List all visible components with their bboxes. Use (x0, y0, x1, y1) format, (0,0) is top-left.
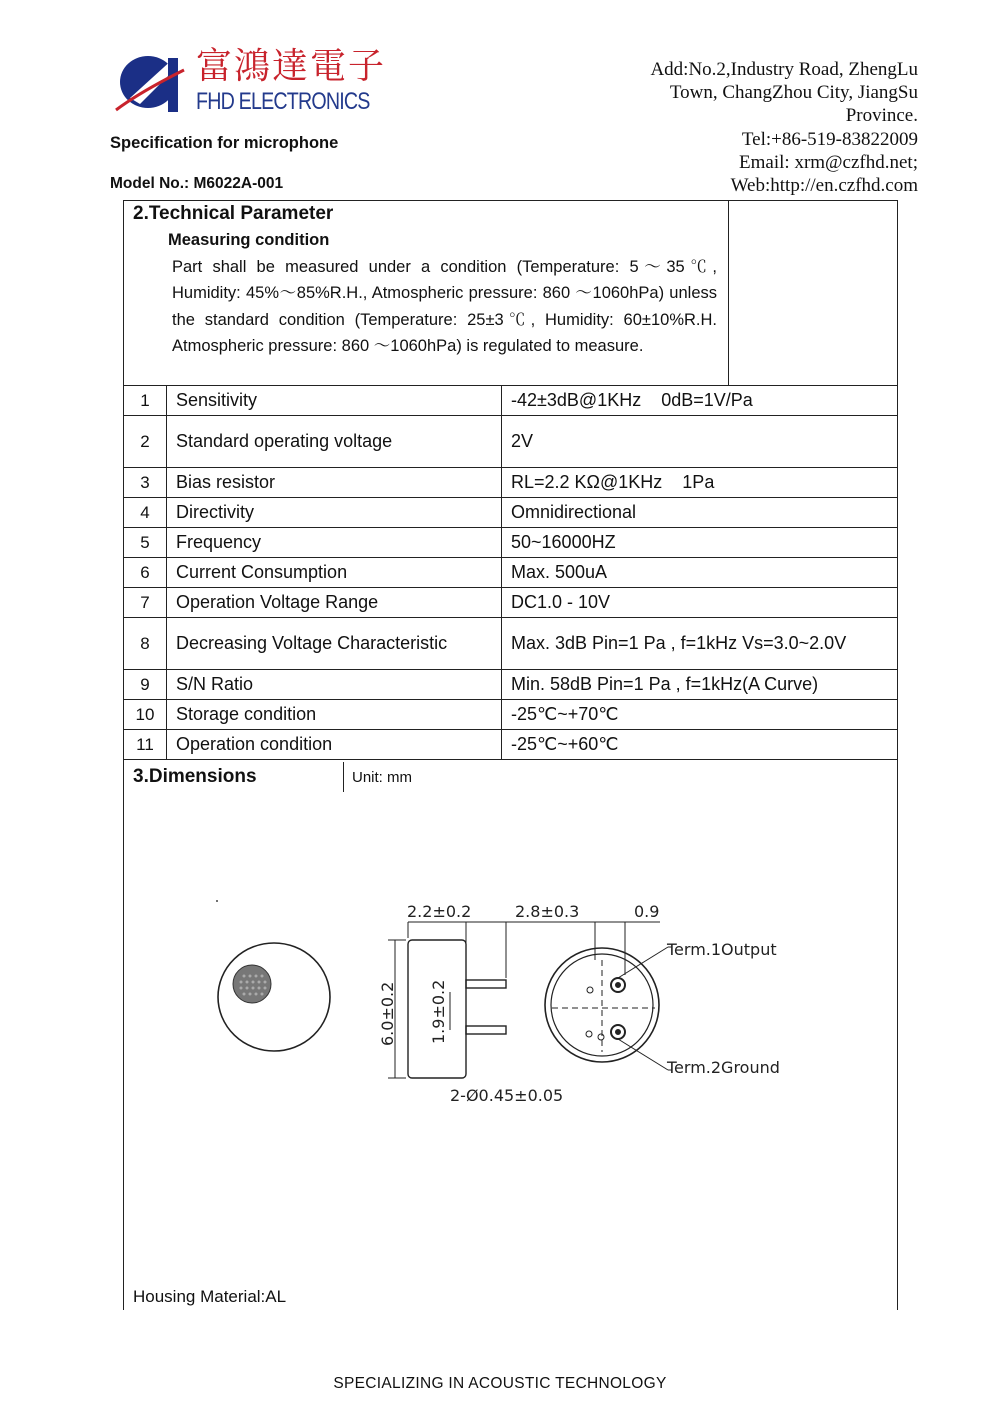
divider (728, 200, 729, 385)
parameter-value: Omnidirectional (502, 498, 898, 528)
front-view (216, 900, 330, 1051)
technical-parameter-heading: 2.Technical Parameter (133, 203, 334, 224)
table-row (124, 730, 898, 760)
row-number: 11 (124, 730, 167, 760)
divider (343, 762, 344, 792)
parameter-value: -25℃~+60℃ (502, 730, 898, 760)
parameter-name: Sensitivity (167, 386, 502, 416)
parameter-value: 2V (502, 416, 898, 468)
measuring-condition-heading: Measuring condition (168, 231, 330, 249)
address-line: Town, ChangZhou City, JiangSu (669, 82, 918, 104)
parameter-name: Bias resistor (167, 468, 502, 498)
model-number: Model No.: M6022A-001 (110, 175, 284, 192)
table-row (124, 558, 898, 588)
table-row (124, 670, 898, 700)
dimension-drawing (200, 880, 800, 1120)
terminal-2-label: Term.2Ground (667, 1058, 780, 1077)
parameter-name: Operation condition (167, 730, 502, 760)
parameter-value: Max. 3dB Pin=1 Pa , f=1kHz Vs=3.0~2.0V (502, 618, 898, 670)
document-title: Specification for microphone (110, 134, 339, 152)
email: Email: xrm@czfhd.net; (739, 151, 918, 173)
dimension-label-2-8: 2.8±0.3 (515, 902, 580, 921)
row-number: 5 (124, 528, 167, 558)
parameter-name: S/N Ratio (167, 670, 502, 700)
dimension-label-0-9: 0.9 (634, 902, 660, 921)
table-row (124, 468, 898, 498)
row-number: 2 (124, 416, 167, 468)
row-number: 7 (124, 588, 167, 618)
telephone: Tel:+86-519-83822009 (741, 128, 918, 150)
parameter-name: Storage condition (167, 700, 502, 730)
parameter-name: Decreasing Voltage Characteristic (167, 618, 502, 670)
company-logo (110, 40, 387, 120)
row-number: 8 (124, 618, 167, 670)
bottom-view (545, 922, 672, 1070)
logo-mark-icon (110, 40, 190, 118)
unit-label: Unit: mm (352, 769, 412, 786)
table-row (124, 700, 898, 730)
housing-material: Housing Material:AL (133, 1287, 287, 1306)
row-number: 3 (124, 468, 167, 498)
parameter-name: Current Consumption (167, 558, 502, 588)
parameter-value: Max. 500uA (502, 558, 898, 588)
parameter-table (123, 385, 898, 760)
parameter-value: -25℃~+70℃ (502, 700, 898, 730)
dimension-label-1-9: 1.9±0.2 (429, 979, 448, 1044)
dimension-label-2-2: 2.2±0.2 (407, 902, 472, 921)
parameter-name: Directivity (167, 498, 502, 528)
table-row (124, 386, 898, 416)
parameter-value: RL=2.2 KΩ@1KHz 1Pa (502, 468, 898, 498)
terminal-1-label: Term.1Output (667, 940, 777, 959)
website: Web:http://en.czfhd.com (730, 175, 918, 197)
logo-chinese-text: 富鴻達電子 (196, 46, 387, 87)
row-number: 4 (124, 498, 167, 528)
parameter-name: Operation Voltage Range (167, 588, 502, 618)
row-number: 10 (124, 700, 167, 730)
parameter-value: DC1.0 - 10V (502, 588, 898, 618)
row-number: 1 (124, 386, 167, 416)
row-number: 9 (124, 670, 167, 700)
table-row (124, 618, 898, 670)
dimension-label-6-0: 6.0±0.2 (378, 981, 397, 1046)
parameter-value: 50~16000HZ (502, 528, 898, 558)
parameter-value: Min. 58dB Pin=1 Pa , f=1kHz(A Curve) (502, 670, 898, 700)
parameter-value: -42±3dB@1KHz 0dB=1V/Pa (502, 386, 898, 416)
measuring-condition-text: Part shall be measured under a condition (Temperature: 5～35℃, Humidity: 45%～85%R.H., Atmospheric pressure: 860 ～1060hPa) unless the standard condition (Temperature: 25±3℃, Humidity: 60±10%R.H. Atmospheric pressure: 860 ～1060hPa) is regulated to measure. (172, 258, 717, 356)
logo-english-text: FHD ELECTRONICS (196, 88, 370, 115)
address-line: Province. (845, 105, 918, 127)
table-row (124, 528, 898, 558)
table-row (124, 498, 898, 528)
table-row (124, 588, 898, 618)
address-line: Add:No.2,Industry Road, ZhengLu (650, 59, 918, 80)
row-number: 6 (124, 558, 167, 588)
page-footer: SPECIALIZING IN ACOUSTIC TECHNOLOGY (333, 1375, 667, 1392)
parameter-name: Standard operating voltage (167, 416, 502, 468)
company-address (588, 58, 918, 197)
parameter-name: Frequency (167, 528, 502, 558)
dimensions-heading: 3.Dimensions (133, 766, 257, 787)
table-row (124, 416, 898, 468)
pin-diameter-label: 2-Ø0.45±0.05 (450, 1086, 564, 1105)
